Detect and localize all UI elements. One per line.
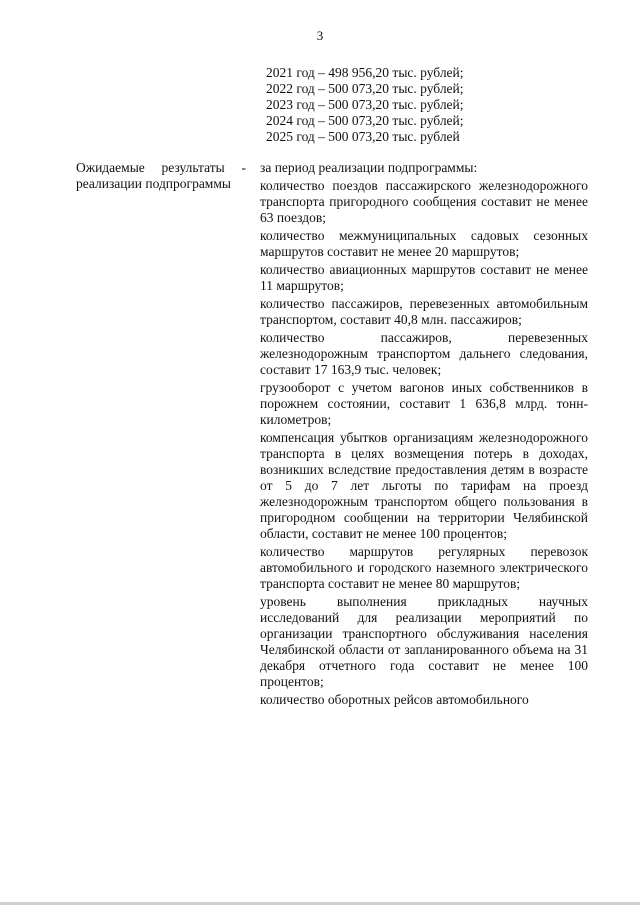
result-item-trains: количество поездов пассажирского железнодорожного транспорта пригородного сообщения составит не менее 63 поездов; (260, 178, 588, 225)
page-number: 3 (316, 28, 324, 43)
result-item-regular-routes: количество маршрутов регулярных перевозок автомобильного и городского наземного электрического транспорта составит не менее 80 маршрутов; (260, 544, 588, 591)
expected-results-label (76, 160, 246, 192)
result-item-garden-routes: количество межмуниципальных садовых сезонных маршрутов составит не менее 20 маршрутов; (260, 228, 588, 259)
funding-line-2022: 2022 год – 500 073,20 тыс. рублей; (266, 81, 464, 96)
label-word-expected: Ожидаемые (76, 160, 145, 175)
expected-results-label-rest: реализации подпрограммы (76, 176, 231, 191)
result-item-freight-turnover: грузооборот с учетом вагонов иных собственников в порожнем состоянии, составит 1 636,8 млрд. тонн-километров; (260, 380, 588, 427)
result-item-air-routes: количество авиационных маршрутов составит не менее 11 маршрутов; (260, 262, 588, 293)
result-item-auto-passengers: количество пассажиров, перевезенных автомобильным транспортом, составит 40,8 млн. пассажиров; (260, 296, 588, 327)
funding-by-year-list (266, 65, 596, 145)
funding-line-2021: 2021 год – 498 956,20 тыс. рублей; (266, 65, 464, 80)
label-dash: - (241, 160, 246, 175)
label-word-results: результаты (161, 160, 225, 175)
expected-results-text (260, 160, 588, 710)
expected-results-label-first-line (76, 160, 246, 176)
funding-line-2025: 2025 год – 500 073,20 тыс. рублей (266, 129, 460, 144)
result-item-rail-passengers: количество пассажиров, перевезенных железнодорожным транспортом дальнего следования, составит 17 163,9 тыс. человек; (260, 330, 588, 377)
result-item-compensation: компенсация убытков организациям железнодорожного транспорта в целях возмещения потерь в доходах, возникших вследствие предоставления детям в возрасте от 5 до 7 лет льготы по тарифам на проезд железнодорожным транспортом общего пользования в пригородном сообщении на территории Челябинской области, составит не менее 100 процентов; (260, 430, 588, 541)
funding-line-2023: 2023 год – 500 073,20 тыс. рублей; (266, 97, 464, 112)
funding-line-2024: 2024 год – 500 073,20 тыс. рублей; (266, 113, 464, 128)
result-item-research: уровень выполнения прикладных научных исследований для реализации мероприятий по организации транспортного обслуживания населения Челябинской области от запланированного объема на 31 декабря отчетного года составит не менее 100 процентов; (260, 594, 588, 689)
results-intro: за период реализации подпрограммы: (260, 160, 478, 175)
result-item-bus-trips: количество оборотных рейсов автомобильного (260, 692, 529, 707)
